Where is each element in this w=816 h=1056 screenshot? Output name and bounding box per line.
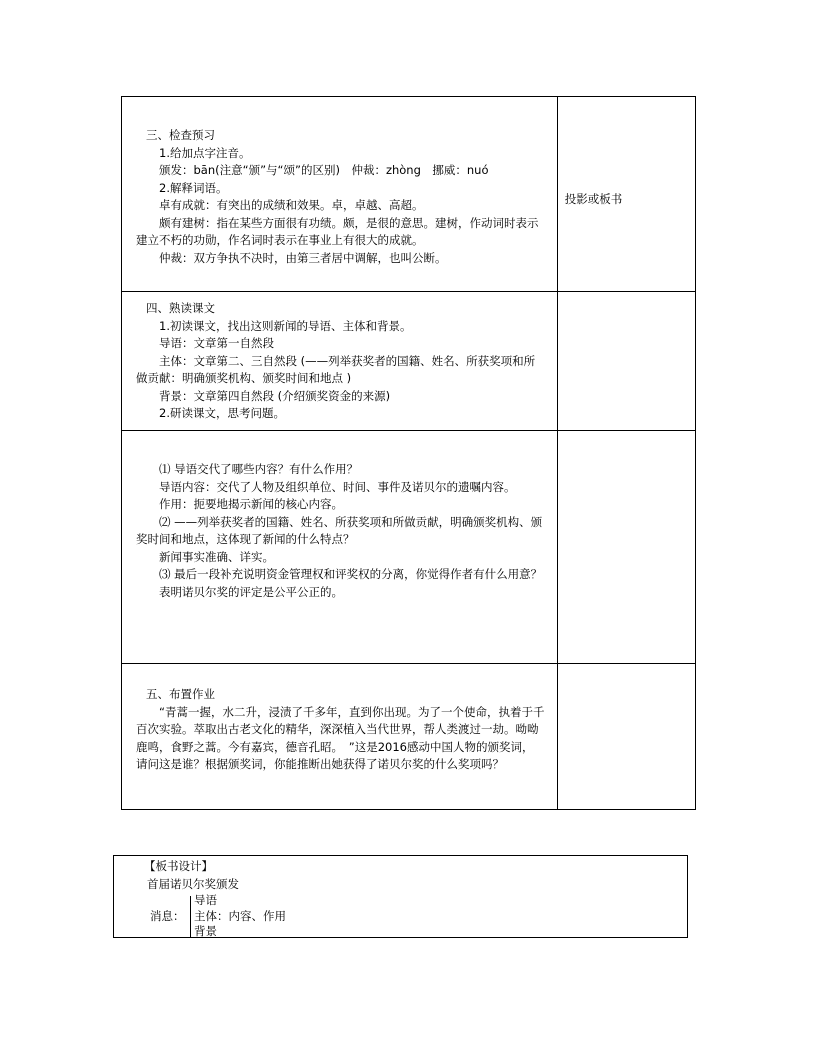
section3-side-cell [557,97,695,292]
section4-cell [122,292,558,431]
board-item: 导语 [194,893,217,907]
table-row-questions [122,431,696,664]
question-line: ⑴ 导语交代了哪些内容？有什么作用？ [159,462,359,476]
section4-line: 导语：文章第一自然段 [159,336,274,350]
board-name: 首届诺贝尔奖颁发 [147,877,239,891]
side-note: 投影或板书 [564,192,623,206]
section5-side-cell [557,664,695,810]
section4-side-cell [557,292,695,431]
section3-line: 2.解释词语。 [159,180,228,195]
question-line: 作用：扼要地揭示新闻的核心内容。 [159,497,343,511]
questions-cell [122,431,558,664]
section5-cell [122,664,558,810]
section4-line: 2.研读课文，思考问题。 [159,406,285,420]
section3-line: 仲裁：双方争执不决时，由第三者居中调解，也叫公断。 [159,250,447,265]
section3-line: 颇有建树：指在某些方面很有功绩。颇，是很的意思。建树，作动词时表示建立不朽的功勋，作名词时表示在事业上有很大的成就。 [136,215,539,247]
board-title: 【板书设计】 [144,859,213,873]
section3-line: 卓有成就：有突出的成绩和效果。卓，卓越、高超。 [159,198,424,212]
section4-line: 主体：文章第二、三自然段 (——列举获奖者的国籍、姓名、所获奖项和所做贡献：明确颁奖机构、颁奖时间和地点 ) [136,353,536,385]
board-design-box [113,855,688,938]
question-line: 导语内容：交代了人物及组织单位、时间、事件及诺贝尔的遗嘱内容。 [159,479,516,494]
section5-heading: 五、布置作业 [146,687,215,701]
section3-cell [122,97,558,292]
board-item: 背景 [194,924,217,938]
question-line: 新闻事实准确、详实。 [159,549,274,564]
board-label: 消息： [150,909,185,923]
section4-line: 1.初读课文，找出这则新闻的导语、主体和背景。 [159,318,412,333]
section3-heading: 三、检查预习 [146,128,215,142]
question-line: ⑵ ——列举获奖者的国籍、姓名、所获奖项和所做贡献，明确颁奖机构、颁奖时间和地点，这体现了新闻的什么特点？ [136,514,543,546]
table-row-section5 [122,664,696,810]
section4-heading: 四、熟读课文 [146,301,215,315]
question-line: ⑶ 最后一段补充说明资金管理权和评奖权的分离，你觉得作者有什么用意？ [159,567,543,581]
section4-line: 背景：文章第四自然段 (介绍颁奖资金的来源) [159,388,391,403]
table-row-section3 [122,97,696,292]
section3-line: 颁发：bān(注意“颁”与“颂”的区别) 仲裁：zhòng 挪威：nuó [159,163,489,177]
table-row-section4 [122,292,696,431]
board-item: 主体：内容、作用 [194,909,286,923]
section5-line: “青蒿一握，水二升，浸渍了千多年，直到你出现。为了一个使命，执着于千百次实验。萃取出古老文化的精华，深深植入当代世界，帮人类渡过一劫。呦呦鹿鸣，食野之蒿。今有嘉宾，德音孔昭。 ”这是2016感动中国人物的颁奖词，请问这是谁？根据颁奖词，你能推断出她获得了诺贝尔奖的什么奖项吗？ [136,704,545,771]
section3-line: 1.给加点字注音。 [159,145,251,160]
question-line: 表明诺贝尔奖的评定是公平公正的。 [159,584,343,599]
lesson-plan-table [121,96,696,810]
questions-side-cell [557,431,695,664]
